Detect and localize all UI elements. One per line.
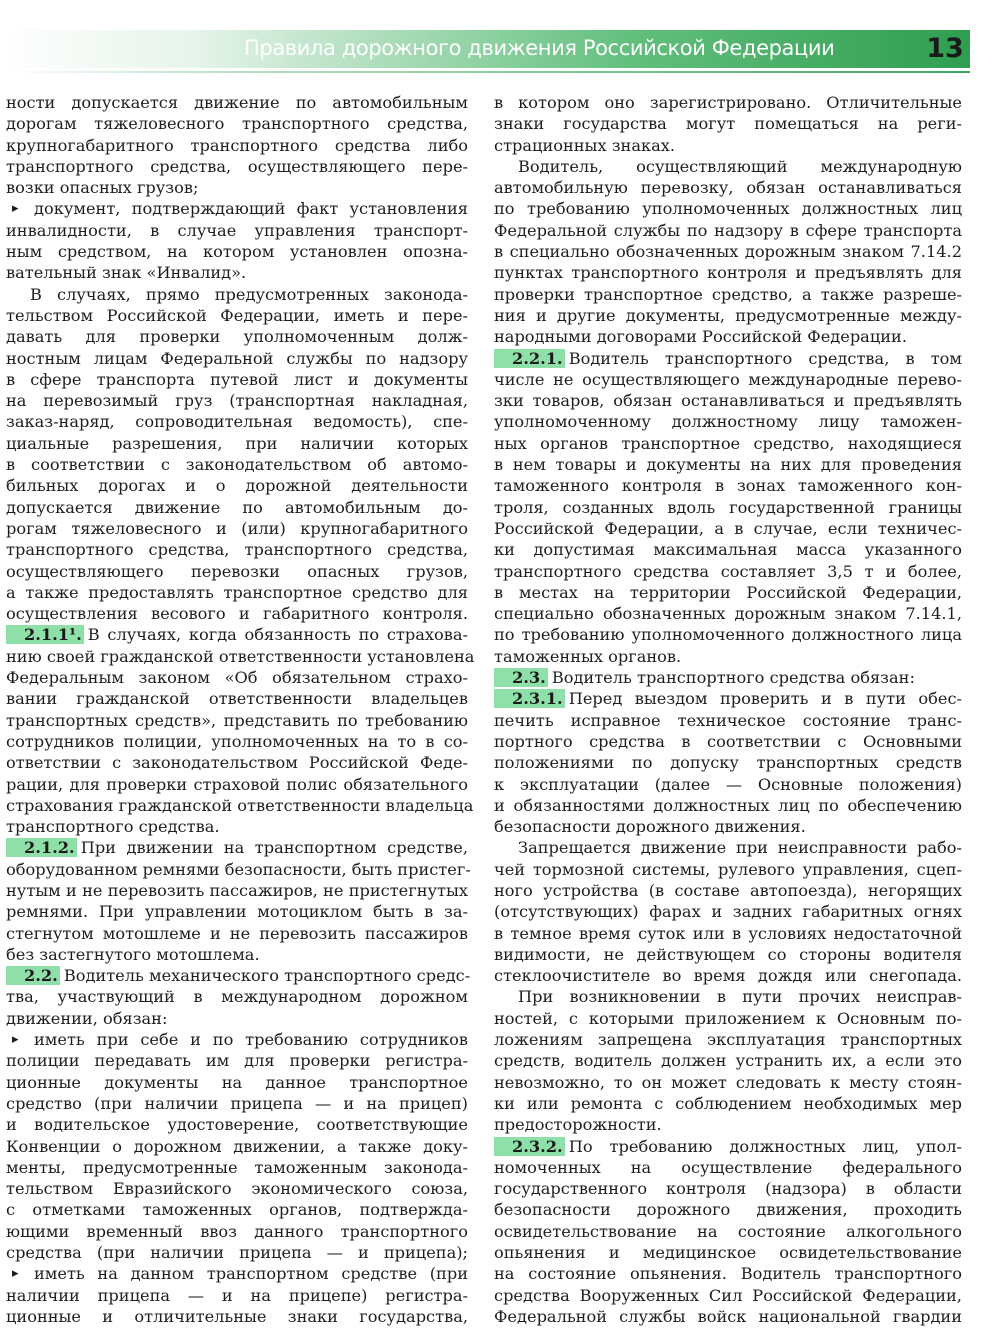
section-heading-line <box>6 624 468 645</box>
line-text: троля, созданных вдоль государственной границы <box>494 497 962 517</box>
text-line <box>6 688 468 709</box>
line-text: ностным лицам Федеральной службы по надзору <box>6 348 468 368</box>
text-line <box>494 177 962 198</box>
text-line <box>6 986 468 1007</box>
line-text: Водитель транспортного средства, в том <box>568 348 962 368</box>
line-text: ответствии с законодательством Российской Феде- <box>6 753 468 773</box>
right-text-column <box>494 92 962 1327</box>
text-line <box>494 1263 962 1284</box>
line-text: ки или ремонта с соблюдением необходимых мер <box>494 1093 962 1113</box>
page-number: 13 <box>926 33 964 64</box>
line-text: на перевозимый груз (транспортная накладная, <box>6 391 468 411</box>
line-text: дорогам тяжеловесного транспортного средства, <box>6 114 468 134</box>
line-text: Федеральным законом «Об обязательном страхо- <box>6 668 468 688</box>
text-line <box>6 795 474 816</box>
text-line <box>494 497 962 518</box>
line-text: в нем товары и документы на них для проведения <box>494 455 962 475</box>
line-text: Запрещается движение при неисправности рабо- <box>518 838 962 858</box>
section-number-label: 2.3. <box>494 668 548 687</box>
text-line <box>494 454 962 475</box>
text-line <box>494 156 962 177</box>
text-line <box>494 135 962 156</box>
text-line <box>6 497 468 518</box>
line-text: вательный знак «Инвалид». <box>6 263 247 283</box>
line-text: народными договорами Российской Федерации. <box>494 327 907 347</box>
line-text: стеклоочистителе во время дождя или снегопада. <box>494 966 962 986</box>
text-line <box>6 731 468 752</box>
line-text: страхования гражданской ответственности владельца <box>6 795 474 815</box>
line-text: транспортного средства, осуществляющего пере- <box>6 156 468 176</box>
line-text: вании гражданской ответственности владельцев <box>6 689 468 709</box>
line-text: Российской Федерации, а в случае, если техничес- <box>494 518 962 538</box>
text-line <box>6 1221 468 1242</box>
line-text: стегнутом мотошлеме и не перевозить пассажиров <box>6 923 468 943</box>
text-line <box>494 1285 962 1306</box>
line-text: иметь на данном транспортном средстве (при <box>34 1264 468 1284</box>
line-text: Федеральной службы по надзору в сфере транспорта <box>494 220 962 240</box>
line-text: давать для проверки уполномоченным долж- <box>6 327 468 347</box>
line-text: бильных дорогах и о дорожной деятельности <box>6 476 468 496</box>
line-text: Водитель механического транспортного средс- <box>63 966 471 986</box>
line-text: и водительское удостоверение, соответствующие <box>6 1115 468 1135</box>
section-heading-line <box>494 688 962 709</box>
line-text: ки допустимая максимальная масса указанного <box>494 540 962 560</box>
text-line <box>6 198 468 219</box>
text-line <box>6 262 468 283</box>
line-text: возки опасных грузов; <box>6 178 199 198</box>
line-text: тельством Евразийского экономического союза, <box>6 1179 468 1199</box>
line-text: допускается движение по автомобильным до- <box>6 497 468 517</box>
text-line <box>6 433 468 454</box>
text-line <box>494 198 962 219</box>
text-line <box>6 1263 468 1284</box>
text-line <box>494 241 962 262</box>
text-line <box>494 923 962 944</box>
line-text: безопасности дорожного движения. <box>494 817 806 837</box>
line-text: заказ-наряд, сопроводительная ведомость), спе- <box>6 412 468 432</box>
text-line <box>6 241 468 262</box>
text-line <box>6 752 468 773</box>
text-line <box>6 923 468 944</box>
line-text: пунктах транспортного контроля и предъявлять для <box>494 263 962 283</box>
line-text: ющими временный ввоз данного транспортного <box>6 1221 468 1241</box>
line-text: ционные и отличительные знаки государства, <box>6 1306 468 1326</box>
line-text: безопасности дорожного движения, проходить <box>494 1200 962 1220</box>
text-line <box>494 475 962 496</box>
line-text: циальные разрешения, при наличии которых <box>6 433 468 453</box>
text-line <box>494 603 962 624</box>
line-text: невозможно, то он может следовать к месту стоян- <box>494 1072 962 1092</box>
line-text: а также предоставлять транспортное средство для <box>6 582 468 602</box>
text-line <box>6 603 468 624</box>
line-text: оборудованном ремнями безопасности, быть пристег- <box>6 859 471 879</box>
text-line <box>6 774 468 795</box>
text-line <box>494 326 962 347</box>
line-text: уполномоченному должностному лицу таможен- <box>494 412 962 432</box>
text-line <box>6 561 468 582</box>
text-line <box>494 1157 962 1178</box>
line-text: тельством Российской Федерации, иметь и пере- <box>6 305 468 325</box>
line-text: В случаях, прямо предусмотренных законода- <box>30 284 468 304</box>
text-line <box>6 582 468 603</box>
left-text-column <box>6 92 475 1327</box>
line-text: с отметками таможенных органов, подтвержда- <box>6 1200 468 1220</box>
line-text: положениями по допуску транспортных средств <box>494 753 962 773</box>
text-line <box>6 92 468 113</box>
text-line <box>494 880 962 901</box>
line-text: знаки государства могут помещаться на реги- <box>494 114 962 134</box>
text-line <box>494 411 962 432</box>
text-line <box>494 1199 962 1220</box>
text-line <box>6 454 468 475</box>
text-line <box>494 305 962 326</box>
section-number-label: 2.3.1. <box>494 689 565 708</box>
line-text: в сфере транспорта путевой лист и документы <box>6 369 468 389</box>
text-line <box>6 1242 468 1263</box>
line-text: и обязанностями должностных лиц по обеспечению <box>494 795 962 815</box>
text-line <box>494 646 962 667</box>
line-text: Конвенции о дорожном движении, а также доку- <box>6 1136 468 1156</box>
text-line <box>494 1221 962 1242</box>
section-number-label: 2.2. <box>6 966 60 985</box>
line-text: средства (при наличии прицепа — и прицепа); <box>6 1243 468 1263</box>
line-text: рогам тяжеловесного и (или) крупногабаритного <box>6 518 468 538</box>
line-text: ния и другие документы, предусмотренные между- <box>494 305 962 325</box>
text-line <box>494 433 962 454</box>
line-text: тва, участвующий в международном дорожном <box>6 987 468 1007</box>
line-text: менты, предусмотренные таможенным законода- <box>6 1157 468 1177</box>
section-number-label: 2.3.2. <box>494 1137 565 1156</box>
line-text: транспортных средств», представить по требованию <box>6 710 468 730</box>
section-heading-line <box>6 965 471 986</box>
line-text: проверки транспортное средство, а также разреше- <box>494 284 962 304</box>
text-line <box>6 518 468 539</box>
text-line <box>6 135 468 156</box>
text-line <box>6 369 468 390</box>
line-text: ного устройства (в составе автопоезда), негорящих <box>494 880 962 900</box>
line-text: средств, водитель должен устранить их, а если это <box>494 1051 962 1071</box>
line-text: ремнями. При управлении мотоциклом быть в за- <box>6 902 468 922</box>
line-text: Перед выездом проверить и в пути обес- <box>568 689 962 709</box>
text-line <box>6 1114 468 1135</box>
line-text: иметь при себе и по требованию сотрудников <box>34 1030 468 1050</box>
text-line <box>494 113 962 134</box>
line-text: средства Вооруженных Сил Российской Федерации, <box>494 1285 962 1305</box>
text-line <box>6 326 468 347</box>
text-line <box>6 539 468 560</box>
text-line <box>494 774 962 795</box>
line-text: ности допускается движение по автомобильным <box>6 93 468 112</box>
text-line <box>494 1072 962 1093</box>
line-text: в местах на территории Российской Федерации, <box>494 582 962 602</box>
line-text: ным средством, на котором установлен опозна- <box>6 242 468 262</box>
text-line <box>494 795 962 816</box>
text-line <box>494 1050 962 1071</box>
line-text: на состояние опьянения. Водитель транспортного <box>494 1264 962 1284</box>
text-line <box>6 1178 468 1199</box>
line-text: печить исправное техническое состояние транс- <box>494 710 962 730</box>
line-text: в соответствии с законодательством об автомо- <box>6 455 468 475</box>
text-line <box>494 390 962 411</box>
text-line <box>6 816 468 837</box>
text-line <box>6 1157 468 1178</box>
line-text: портного средства в соответствии с Основными <box>494 731 962 751</box>
text-line <box>494 92 962 113</box>
text-line <box>6 1136 468 1157</box>
line-text: опьянения и медицинское освидетельствование <box>494 1243 962 1263</box>
line-text: транспортного средства, транспортного средства, <box>6 540 468 560</box>
section-number-label: 2.1.2. <box>6 838 77 857</box>
text-line <box>6 1008 468 1029</box>
text-line <box>494 1242 962 1263</box>
line-text: движении, обязан: <box>6 1008 168 1028</box>
line-text: предосторожности. <box>494 1115 662 1135</box>
line-text: (отсутствующих) фарах и задних габаритных огнях <box>494 902 962 922</box>
line-text: чей тормозной системы, рулевого управления, сцеп- <box>494 859 962 879</box>
text-line <box>494 1093 962 1114</box>
line-text: средство (при наличии прицепа — и на прицеп) <box>6 1093 468 1113</box>
text-line <box>494 752 962 773</box>
text-line <box>6 156 468 177</box>
line-text: видимости, не действующем со стороны водителя <box>494 944 962 964</box>
text-line <box>6 1093 468 1114</box>
line-text: полиции передавать им для проверки регистра- <box>6 1051 468 1071</box>
line-text: рации, для проверки страховой полис обязательного <box>6 774 468 794</box>
section-heading-line <box>494 1136 962 1157</box>
text-line <box>6 220 468 241</box>
text-line <box>494 837 962 858</box>
text-line <box>494 561 962 582</box>
text-line <box>6 710 468 731</box>
text-line <box>6 113 468 134</box>
line-text: в котором оно зарегистрировано. Отличительные <box>494 93 962 112</box>
text-line <box>6 390 468 411</box>
line-text: номоченных на осуществление федерального <box>494 1157 962 1177</box>
text-line <box>494 220 962 241</box>
text-line <box>6 1306 468 1327</box>
text-line <box>494 582 962 603</box>
line-text: При возникновении в пути прочих неисправ- <box>518 987 962 1007</box>
line-text: числе не осуществляющего международные перево- <box>494 369 962 389</box>
text-line <box>494 710 962 731</box>
text-line <box>494 1306 962 1327</box>
line-text: без застегнутого мотошлема. <box>6 944 260 964</box>
text-line <box>494 816 962 837</box>
section-heading-line <box>494 348 962 369</box>
text-line <box>6 859 471 880</box>
line-text: ностей, с которыми приложением к Основным по- <box>494 1008 962 1028</box>
text-line <box>494 624 962 645</box>
line-text: транспортного средства. <box>6 817 220 837</box>
text-line <box>494 901 962 922</box>
text-line <box>6 880 468 901</box>
line-text: Водитель, осуществляющий международную <box>518 156 962 176</box>
text-line <box>6 901 468 922</box>
text-line <box>494 518 962 539</box>
section-number-label: 2.2.1. <box>494 349 565 368</box>
line-text: ционные документы на данное транспортное <box>6 1072 468 1092</box>
text-line <box>494 262 962 283</box>
text-line <box>494 859 962 880</box>
section-number-label: 2.1.1¹. <box>6 625 84 644</box>
text-line <box>6 177 468 198</box>
text-line <box>494 284 962 305</box>
line-text: документ, подтверждающий факт установления <box>34 199 468 219</box>
text-line <box>494 1008 962 1029</box>
text-line <box>494 539 962 560</box>
line-text: по требованию уполномоченного должностного лица <box>494 625 962 645</box>
line-text: ных органов транспортное средство, находящиеся <box>494 433 962 453</box>
text-line <box>6 411 468 432</box>
line-text: к эксплуатации (далее — Основные положения) <box>494 774 962 794</box>
line-text: наличии прицепа — и на прицепе) регистра- <box>6 1285 468 1305</box>
line-text: страционных знаках. <box>494 135 676 155</box>
line-text: нутым и не перевозить пассажиров, не пристегнутых <box>6 880 468 900</box>
text-line <box>494 986 962 1007</box>
line-text: осуществления весового и габаритного контроля. <box>6 604 468 624</box>
text-line <box>6 475 468 496</box>
line-text: сотрудников полиции, уполномоченных на то в со- <box>6 731 468 751</box>
line-text: транспортного средства составляет 3,5 т и более, <box>494 561 962 581</box>
line-text: крупногабаритного транспортного средства либо <box>6 135 468 155</box>
text-line <box>6 348 468 369</box>
line-text: автомобильную перевозку, обязан останавливаться <box>494 178 962 198</box>
line-text: таможенных органов. <box>494 646 682 666</box>
header-divider <box>10 71 970 73</box>
text-line <box>494 1029 962 1050</box>
text-line <box>6 667 468 688</box>
text-line <box>6 284 468 305</box>
line-text: инвалидности, в случае управления транспорт- <box>6 220 468 240</box>
line-text: таможенного контроля в зонах таможенного кон- <box>494 476 962 496</box>
section-heading-line <box>494 667 962 688</box>
text-line <box>494 965 962 986</box>
line-text: осуществляющего перевозки опасных грузов, <box>6 561 468 581</box>
text-line <box>494 369 962 390</box>
text-line <box>6 305 468 326</box>
line-text: Федеральной службы войск национальной гвардии <box>494 1306 962 1326</box>
line-text: в темное время суток или в условиях недостаточной <box>494 923 962 943</box>
line-text: Водитель транспортного средства обязан: <box>551 668 915 688</box>
text-line <box>494 944 962 965</box>
text-line <box>6 1072 468 1093</box>
text-line <box>6 944 468 965</box>
line-text: в специально обозначенных дорожным знаком 7.14.2 <box>494 242 962 262</box>
line-text: специально обозначенных дорожным знаком 7.14.1, <box>494 604 962 624</box>
line-text: В случаях, когда обязанность по страхова- <box>87 625 468 645</box>
section-heading-line <box>6 837 468 858</box>
text-line <box>494 731 962 752</box>
text-line <box>6 1285 468 1306</box>
line-text: государственного контроля (надзора) в области <box>494 1179 962 1199</box>
line-text: по требованию уполномоченных должностных лиц <box>494 199 962 219</box>
text-line <box>6 1199 468 1220</box>
text-line <box>494 1178 962 1199</box>
line-text: ложениям запрещена эксплуатация транспортных <box>494 1030 962 1050</box>
text-line <box>494 1114 962 1135</box>
line-text: При движении на транспортном средстве, <box>80 838 468 858</box>
line-text: освидетельствование на состояние алкогольного <box>494 1221 962 1241</box>
text-line <box>6 1050 468 1071</box>
text-line <box>6 1029 468 1050</box>
line-text: нию своей гражданской ответственности установлена <box>6 646 475 666</box>
line-text: По требованию должностных лиц, упол- <box>568 1136 962 1156</box>
text-line <box>6 646 475 667</box>
running-header-title: Правила дорожного движения Российской Федерации <box>244 36 835 60</box>
line-text: зки товаров, обязан останавливаться и предъявлять <box>494 391 962 411</box>
